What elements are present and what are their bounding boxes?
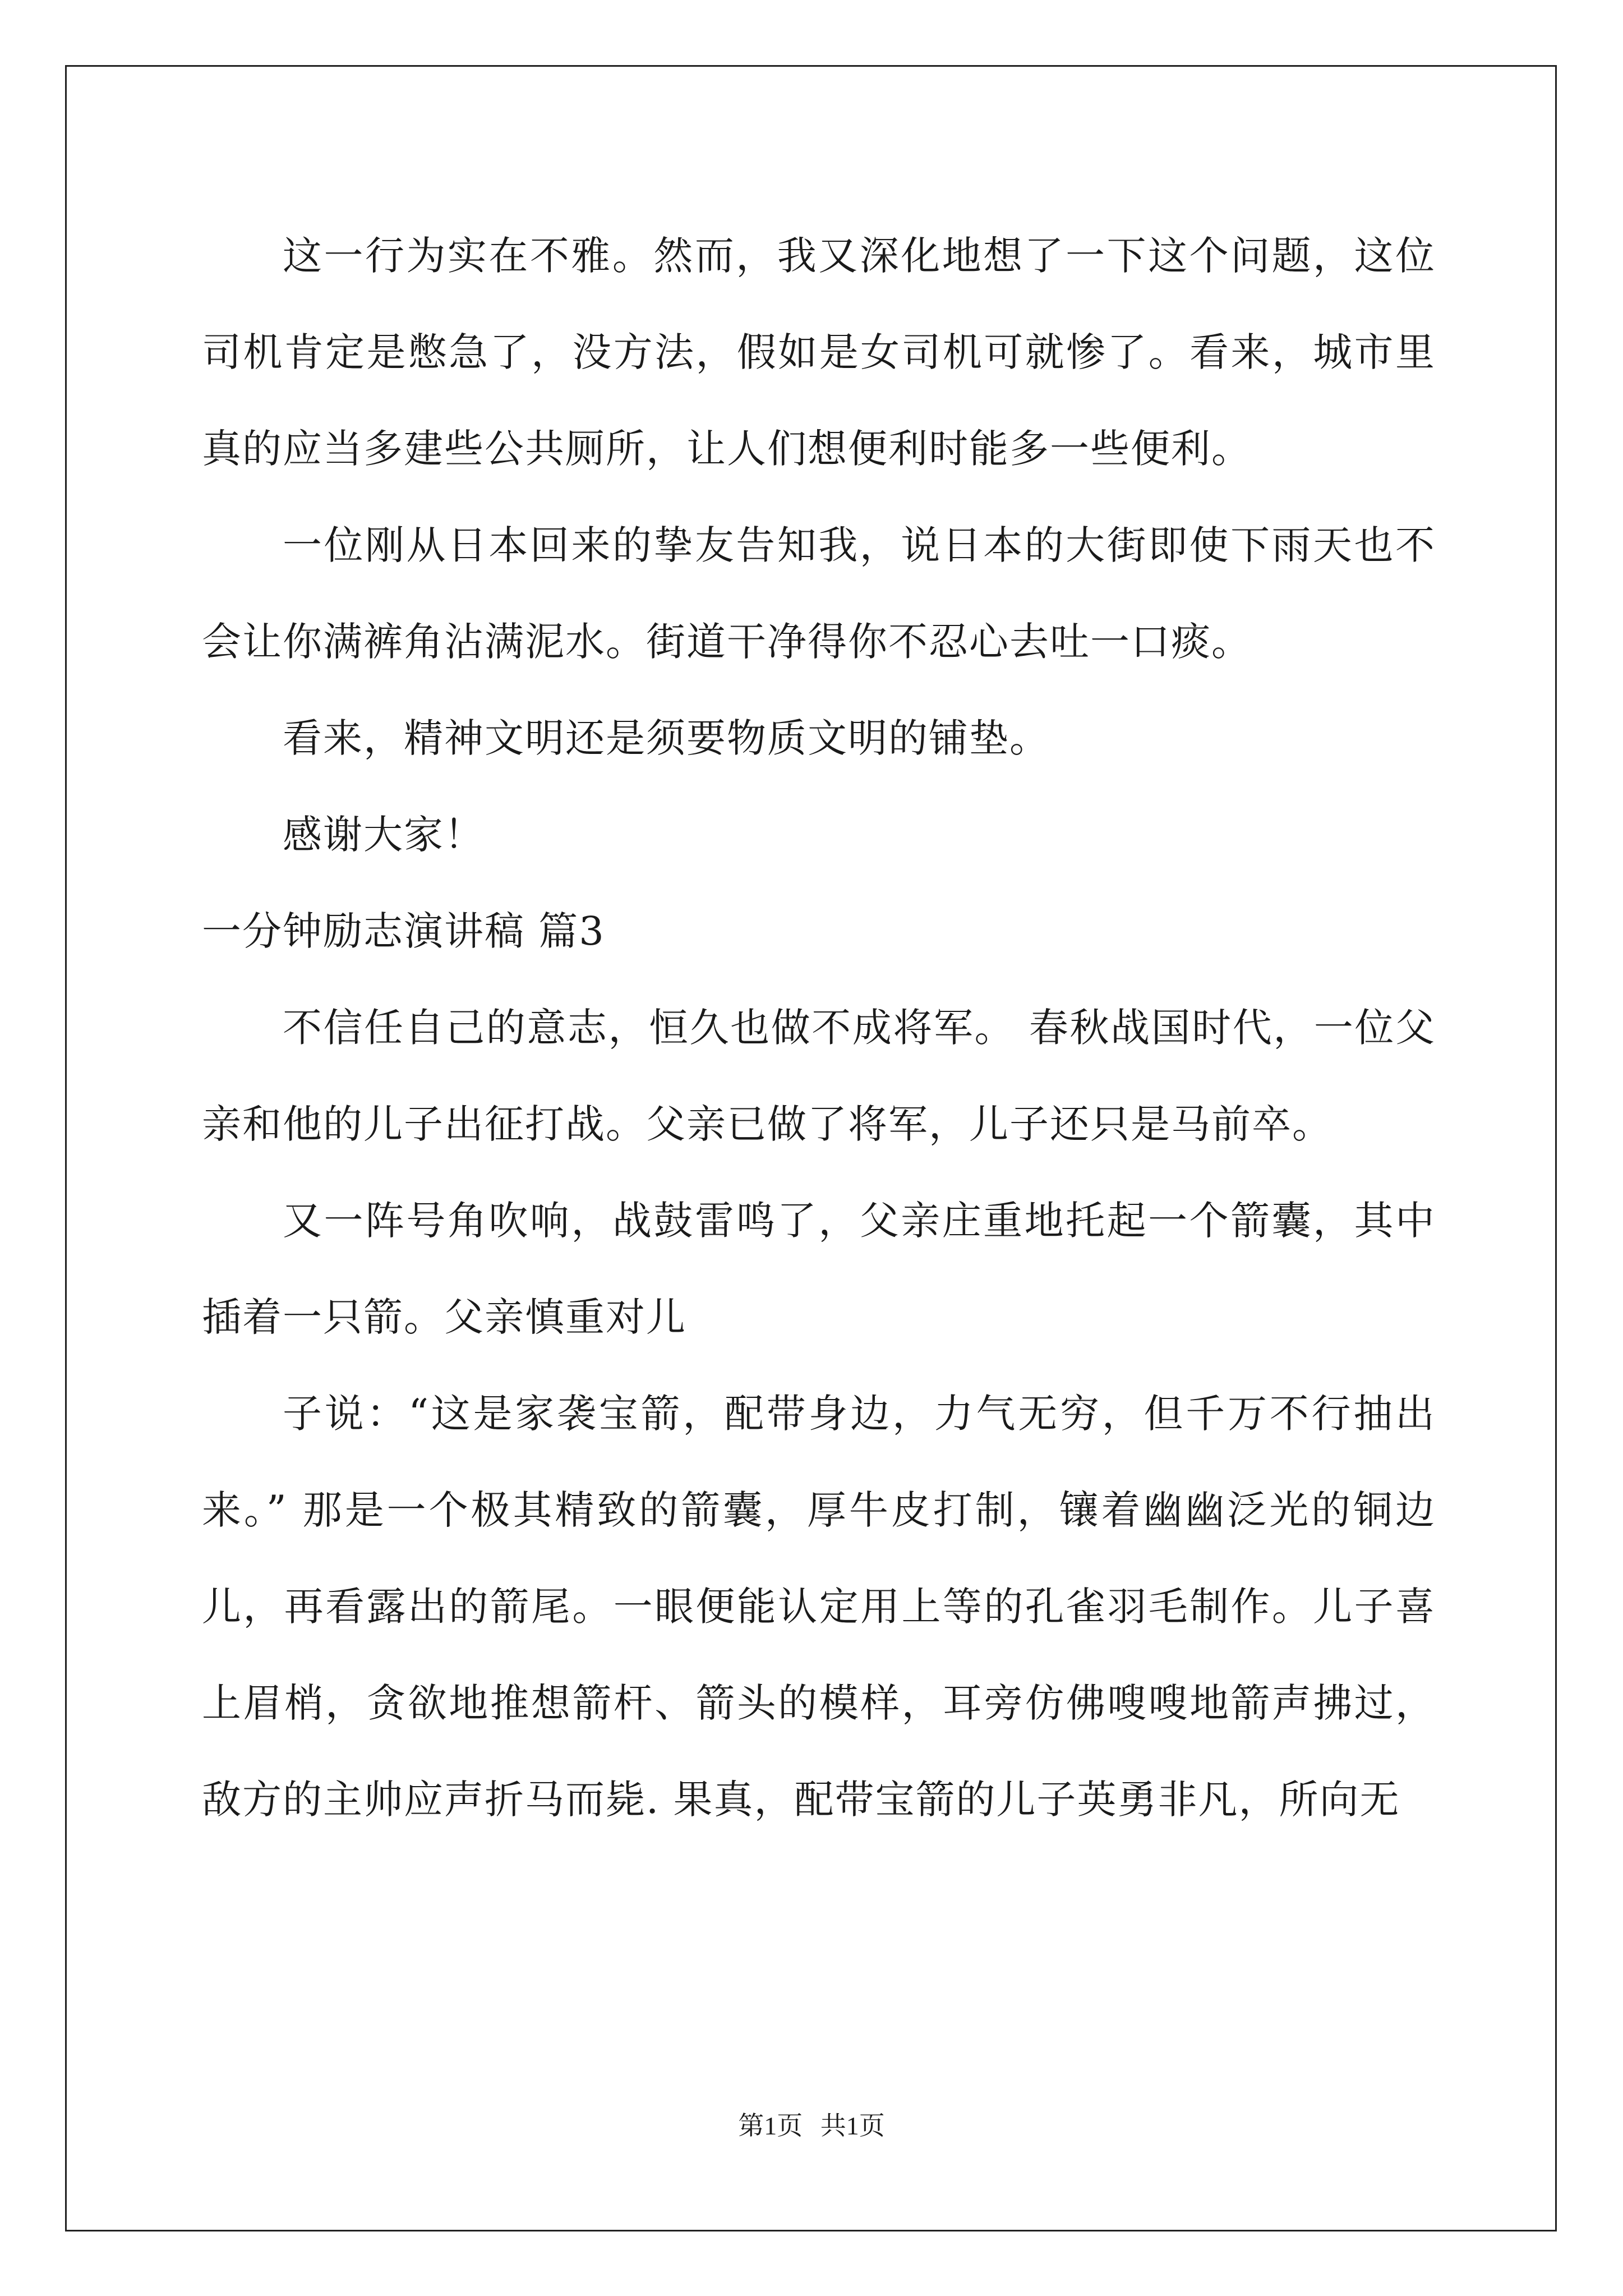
page-footer: [0, 2109, 1623, 2143]
paragraph: 这一行为实在不雅。然而，我又深化地想了一下这个问题，这位司机肯定是憋急了，没方法，假如是女司机可就惨了。看来，城市里真的应当多建些公共厕所，让人们想便利时能多一些便利。: [202, 233, 1436, 472]
paragraph: 子说：“这是家袭宝箭，配带身边，力气无穷，但千万不行抽出来。” 那是一个极其精致的箭囊，厚牛皮打制，镶着幽幽泛光的铜边儿，再看露出的箭尾。一眼便能认定用上等的孔雀羽毛制作。儿子喜上眉梢，贪欲地推想箭杆、箭头的模样，耳旁仿佛嗖嗖地箭声拂过，敌方的主帅应声折马而毙. 果真，配带宝箭的儿子英勇非凡，所向无: [202, 1391, 1436, 1823]
paragraph: 一位刚从日本回来的挚友告知我，说日本的大街即使下雨天也不会让你满裤角沾满泥水。街道干净得你不忍心去吐一口痰。: [202, 522, 1436, 665]
section-heading: 一分钟励志演讲稿 篇3: [202, 908, 605, 954]
document-body: [202, 208, 1436, 1848]
paragraph: 感谢大家！: [283, 812, 485, 858]
page-number: 第1页: [738, 2111, 803, 2140]
paragraph: 又一阵号角吹响，战鼓雷鸣了，父亲庄重地托起一个箭囊，其中插着一只箭。父亲慎重对儿: [202, 1198, 1436, 1340]
paragraph: 不信任自己的意志，恒久也做不成将军。 春秋战国时代，一位父亲和他的儿子出征打战。父亲已做了将军，儿子还只是马前卒。: [202, 1005, 1436, 1147]
page-total: 共1页: [820, 2111, 885, 2140]
paragraph: 看来，精神文明还是须要物质文明的铺垫。: [283, 715, 1050, 761]
